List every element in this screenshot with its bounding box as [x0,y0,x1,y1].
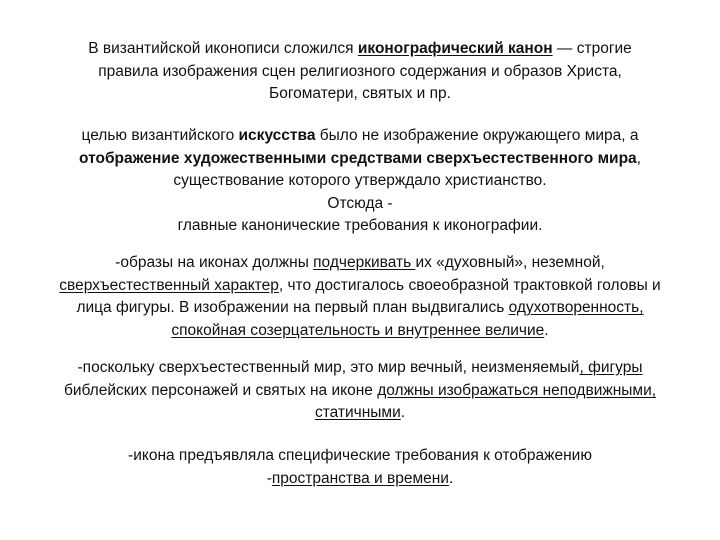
emphasis-supernatural: отображение художественными средствами сверхъестественного мира [79,149,637,167]
text-line [0,125,720,148]
paragraph-eternal [0,357,720,425]
text-span: целью византийского [81,127,239,144]
text-line: главные канонические требования к иконографии. [177,217,543,234]
text-span: лица фигуры. В изображении на первый план выдвигались [76,299,509,316]
text-line: Отсюда - [327,194,393,212]
text-span: библейских персонажей и святых на иконе [63,381,378,399]
text-line [0,320,720,343]
text-line: -икона предъявляла специфические требования к отображению [128,447,592,464]
text-line [0,275,720,298]
underlined-text: пространства и времени [271,469,449,487]
paragraph-images [0,252,720,342]
text-line [0,297,720,320]
text-line [0,357,720,380]
paragraph-goal [0,125,720,238]
text-span: -поскольку сверхъестественный мир, это мир вечный, неизменяемый [77,359,580,376]
paragraph-canon [0,38,720,106]
text-line [0,38,720,61]
underlined-text: статичными [314,404,401,421]
text-span: - [266,469,272,487]
text-span: — строгие [552,40,632,57]
text-line [0,252,720,275]
text-span: было не изображение окружающего мира, а [315,127,639,144]
text-span: . [544,321,549,339]
underlined-text: , фигуры [579,359,643,376]
underlined-text: одухотворенность, [508,299,644,316]
underlined-text: подчеркивать [313,254,416,271]
underlined-text: должны изображаться неподвижными, [377,381,657,399]
term-iconographic-canon: иконографический канон [357,40,553,57]
text-span: . [400,404,406,421]
text-line [0,468,720,491]
text-line: правила изображения сцен религиозного содержания и образов Христа, [98,62,622,80]
text-line [0,380,720,403]
text-span: -образы на иконах должны [115,254,314,271]
text-line [0,148,720,171]
text-line [0,402,720,425]
term-art: искусства [238,127,316,144]
text-line: Богоматери, святых и пр. [269,85,451,102]
underlined-text: спокойная созерцательность и внутреннее величие [171,321,545,339]
text-span: , что достигалось своеобразной трактовкой головы и [278,276,661,294]
text-span: , [636,149,641,167]
text-span: их «духовный», неземной, [415,254,605,271]
underlined-text: сверхъестественный характер [59,276,279,294]
text-line: существование которого утверждало христианство. [173,172,547,189]
text-span: . [448,469,454,487]
paragraph-space-time [0,445,720,490]
text-span: В византийской иконописи сложился [88,40,358,57]
